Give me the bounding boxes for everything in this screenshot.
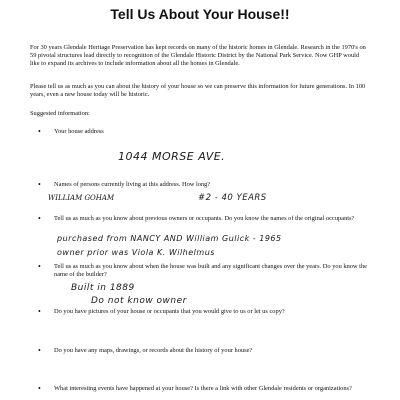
question-maps: Do you have any maps, drawings, or records about the history of your house? [54, 347, 253, 354]
answer-resident-name: WILLIAM GOHAM [48, 194, 115, 202]
bullet-marker: • [38, 180, 41, 189]
answer-residence-duration: #2 - 40 YEARS [198, 193, 267, 203]
question-address: Your house address [54, 128, 104, 135]
answer-address: 1044 MORSE AVE. [118, 150, 226, 163]
question-residents: Names of persons currently living at this address. How long? [54, 181, 211, 188]
bullet-marker: • [38, 346, 41, 355]
bullet-marker: • [38, 214, 41, 223]
question-pictures: Do you have pictures of your house or occupants that you would give to us or let us copy? [54, 308, 285, 315]
question-previous-owners: Tell us as much as you know about previous owners or occupants. Do you know the names of the original occupants? [54, 215, 355, 222]
suggested-label: Suggested information: [30, 110, 90, 117]
bullet-marker: • [38, 127, 41, 136]
bullet-marker: • [38, 384, 41, 393]
question-built: Tell us as much as you know about when the house was built and any significant changes over the years. Do you know the name of the builder? [54, 263, 367, 278]
bullet-marker: • [38, 307, 41, 316]
answer-previous-owners-line1: purchased from NANCY AND William Gulick - 1965 [57, 234, 282, 243]
answer-built-line2: Do not know owner [91, 296, 187, 306]
form-title: Tell Us About Your House!! [110, 6, 290, 22]
answer-built-line1: Built in 1889 [71, 283, 135, 293]
request-paragraph: Please tell us as much as you can about the history of your house so we can preserve this information for future generations. In 100 years, even a new house today will be historic. [30, 83, 366, 98]
answer-previous-owners-line2: owner prior was Viola K. Wilhelmus [57, 248, 215, 257]
question-events: What interesting events have happened at your house? Is there a link with other Glendale residents or organizations? [54, 385, 352, 392]
bullet-marker: • [38, 262, 41, 271]
intro-paragraph: For 30 years Glendale Heritage Preservation has kept records on many of the historic homes in Glendale. Research in the 1970's on 59 pivotal structures lead directly to recognition of the Glendale Historic District by the National Park Service. Now GHP would like to expand its archives to include information about all the homes in Glendale. [30, 44, 366, 67]
